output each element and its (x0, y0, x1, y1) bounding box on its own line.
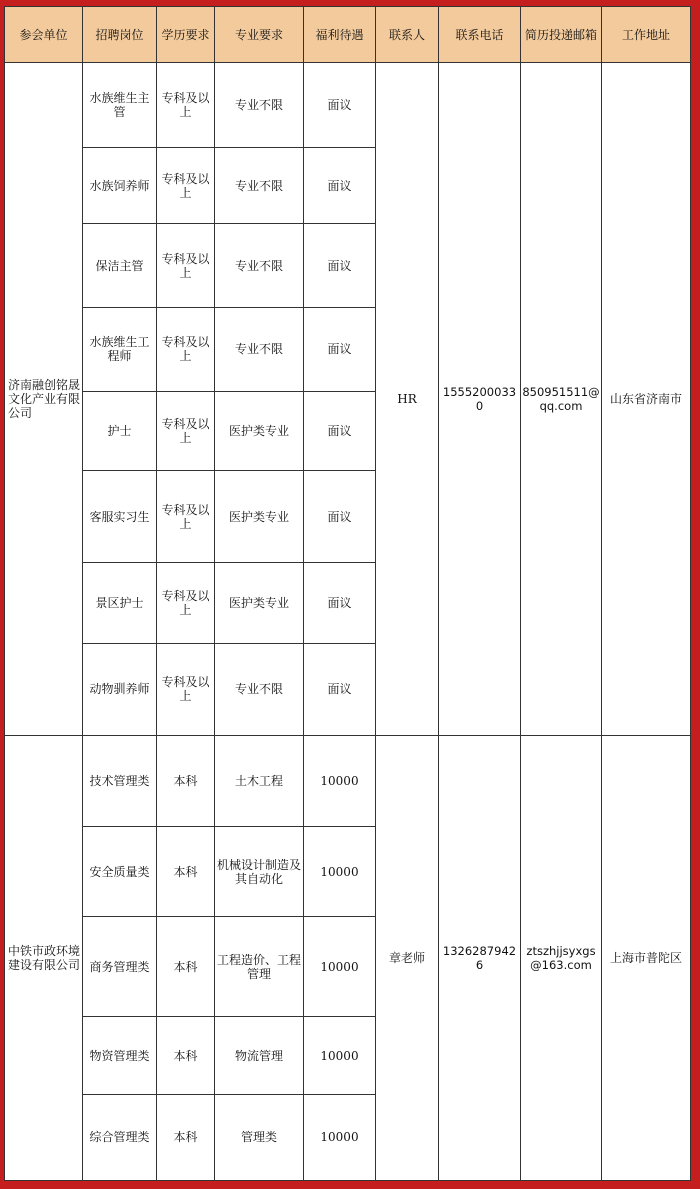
resume-email: ztszhjjsyxgs@163.com (521, 735, 602, 1180)
resume-email: 850951511@qq.com (521, 63, 602, 736)
education-requirement: 专科及以上 (157, 643, 215, 735)
benefits: 10000 (304, 1017, 376, 1094)
recruitment-table (4, 6, 691, 1181)
major-requirement: 专业不限 (215, 63, 304, 148)
benefits: 面议 (304, 391, 376, 470)
education-requirement: 本科 (157, 1017, 215, 1094)
education-requirement: 本科 (157, 1094, 215, 1180)
header-cell: 招聘岗位 (83, 7, 157, 63)
header-row (5, 7, 691, 63)
education-requirement: 专科及以上 (157, 307, 215, 391)
major-requirement: 医护类专业 (215, 563, 304, 643)
work-address: 山东省济南市 (602, 63, 691, 736)
benefits: 10000 (304, 1094, 376, 1180)
header-cell: 联系电话 (439, 7, 521, 63)
contact-phone: 13262879426 (439, 735, 521, 1180)
header-cell: 工作地址 (602, 7, 691, 63)
major-requirement: 工程造价、工程管理 (215, 917, 304, 1017)
position-title: 保洁主管 (83, 224, 157, 307)
benefits: 面议 (304, 63, 376, 148)
position-title: 动物驯养师 (83, 643, 157, 735)
education-requirement: 专科及以上 (157, 471, 215, 563)
benefits: 面议 (304, 643, 376, 735)
education-requirement: 专科及以上 (157, 148, 215, 224)
benefits: 面议 (304, 471, 376, 563)
education-requirement: 专科及以上 (157, 63, 215, 148)
header-cell: 联系人 (376, 7, 439, 63)
major-requirement: 专业不限 (215, 224, 304, 307)
major-requirement: 管理类 (215, 1094, 304, 1180)
company-name: 济南融创铭晟文化产业有限公司 (5, 63, 83, 736)
position-title: 物资管理类 (83, 1017, 157, 1094)
contact-person: 章老师 (376, 735, 439, 1180)
header-cell: 学历要求 (157, 7, 215, 63)
table-row (5, 735, 691, 826)
education-requirement: 专科及以上 (157, 391, 215, 470)
work-address: 上海市普陀区 (602, 735, 691, 1180)
position-title: 技术管理类 (83, 735, 157, 826)
major-requirement: 医护类专业 (215, 391, 304, 470)
recruitment-table-frame (4, 6, 690, 1181)
header-cell: 福利待遇 (304, 7, 376, 63)
major-requirement: 专业不限 (215, 148, 304, 224)
benefits: 面议 (304, 563, 376, 643)
benefits: 10000 (304, 917, 376, 1017)
company-name: 中铁市政环境建设有限公司 (5, 735, 83, 1180)
benefits: 面议 (304, 148, 376, 224)
position-title: 商务管理类 (83, 917, 157, 1017)
major-requirement: 医护类专业 (215, 471, 304, 563)
header-cell: 参会单位 (5, 7, 83, 63)
education-requirement: 专科及以上 (157, 563, 215, 643)
education-requirement: 本科 (157, 735, 215, 826)
benefits: 面议 (304, 307, 376, 391)
position-title: 景区护士 (83, 563, 157, 643)
major-requirement: 物流管理 (215, 1017, 304, 1094)
position-title: 客服实习生 (83, 471, 157, 563)
education-requirement: 本科 (157, 826, 215, 916)
header-cell: 专业要求 (215, 7, 304, 63)
position-title: 安全质量类 (83, 826, 157, 916)
header-cell: 简历投递邮箱 (521, 7, 602, 63)
position-title: 综合管理类 (83, 1094, 157, 1180)
major-requirement: 土木工程 (215, 735, 304, 826)
major-requirement: 机械设计制造及其自动化 (215, 826, 304, 916)
contact-phone: 15552000330 (439, 63, 521, 736)
benefits: 10000 (304, 826, 376, 916)
position-title: 水族维生工程师 (83, 307, 157, 391)
table-row (5, 63, 691, 148)
benefits: 面议 (304, 224, 376, 307)
position-title: 水族饲养师 (83, 148, 157, 224)
major-requirement: 专业不限 (215, 643, 304, 735)
education-requirement: 专科及以上 (157, 224, 215, 307)
position-title: 护士 (83, 391, 157, 470)
major-requirement: 专业不限 (215, 307, 304, 391)
benefits: 10000 (304, 735, 376, 826)
position-title: 水族维生主管 (83, 63, 157, 148)
education-requirement: 本科 (157, 917, 215, 1017)
contact-person: HR (376, 63, 439, 736)
